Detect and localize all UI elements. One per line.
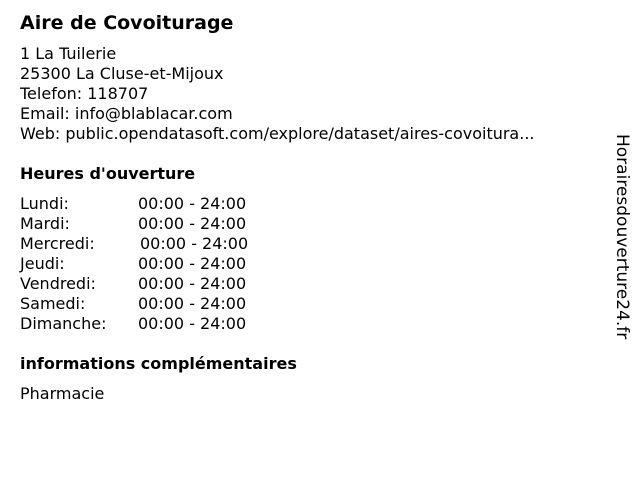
hours-time: 00:00 - 24:00: [138, 254, 247, 273]
hours-time: 00:00 - 24:00: [138, 214, 247, 233]
contact-info: [20, 44, 535, 144]
hours-time: 00:00 - 24:00: [138, 314, 247, 333]
hours-row-mardi: [20, 214, 280, 234]
hours-day: Dimanche:: [20, 314, 107, 333]
hours-row-jeudi: [20, 254, 280, 274]
web-line[interactable]: Web: public.opendatasoft.com/explore/dataset/aires-covoitura...: [20, 124, 535, 143]
email-line[interactable]: Email: info@blablacar.com: [20, 104, 233, 123]
hours-day: Vendredi:: [20, 274, 96, 293]
address-city: 25300 La Cluse-et-Mijoux: [20, 64, 224, 83]
hours-row-dimanche: [20, 314, 280, 334]
opening-hours-heading: Heures d'ouverture: [20, 164, 196, 183]
place-title: Aire de Covoiturage: [20, 12, 234, 34]
phone-line[interactable]: Telefon: 118707: [20, 84, 149, 103]
opening-hours-table: [20, 194, 280, 334]
site-watermark: Horairesdouverture24.fr: [612, 134, 632, 340]
hours-row-mercredi: [20, 234, 280, 254]
additional-info-text: Pharmacie: [20, 384, 105, 403]
hours-day: Lundi:: [20, 194, 69, 213]
hours-row-samedi: [20, 294, 280, 314]
hours-day: Mardi:: [20, 214, 70, 233]
hours-row-lundi: [20, 194, 280, 214]
hours-day: Mercredi:: [20, 234, 95, 253]
address-street: 1 La Tuilerie: [20, 44, 117, 63]
hours-row-vendredi: [20, 274, 280, 294]
hours-day: Jeudi:: [20, 254, 65, 273]
hours-time: 00:00 - 24:00: [140, 234, 249, 253]
hours-time: 00:00 - 24:00: [138, 194, 247, 213]
hours-time: 00:00 - 24:00: [138, 294, 247, 313]
hours-time: 00:00 - 24:00: [138, 274, 247, 293]
hours-day: Samedi:: [20, 294, 86, 313]
additional-info-heading: informations complémentaires: [20, 354, 297, 373]
